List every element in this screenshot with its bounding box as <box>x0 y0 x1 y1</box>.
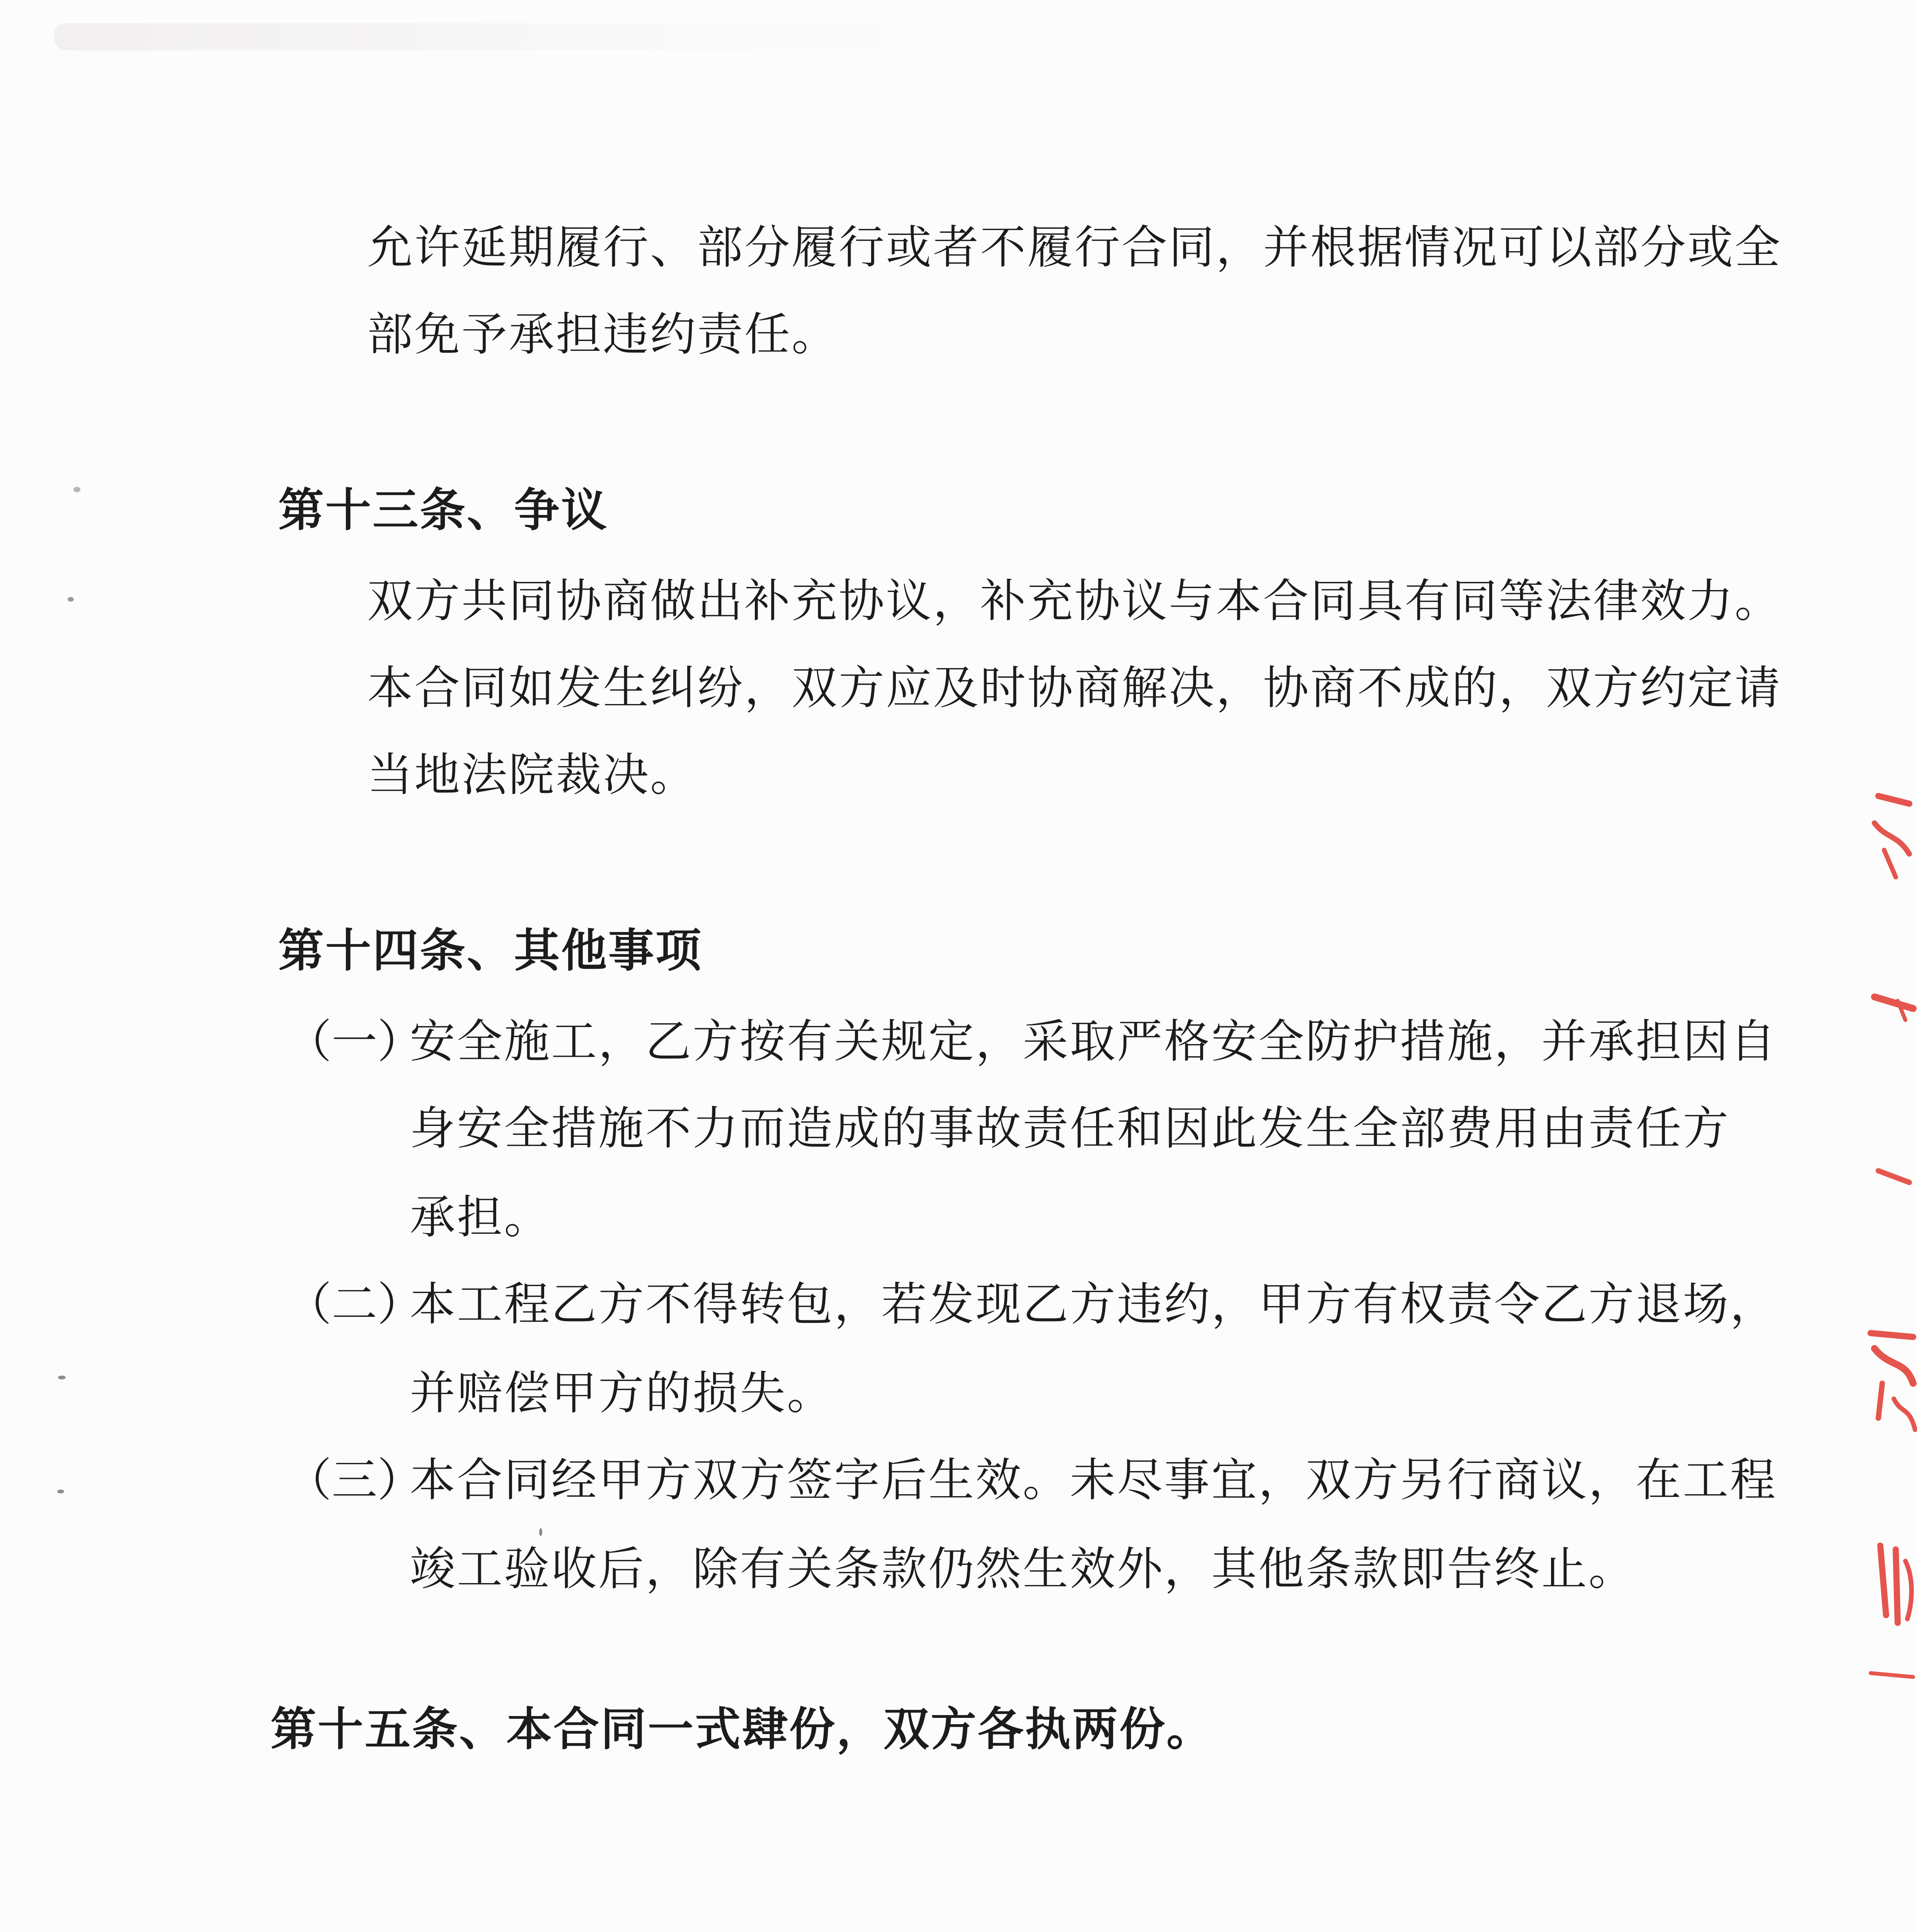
article-13-line-2: 本合同如发生纠纷，双方应及时协商解决，协商不成的，双方约定请 <box>367 661 1782 714</box>
article-13-line-3: 当地法院裁决。 <box>367 748 698 801</box>
item-2-line-1: 本工程乙方不得转包，若发现乙方违约，甲方有权责令乙方退场， <box>410 1277 1777 1331</box>
item-3-number: （三） <box>286 1453 423 1507</box>
scan-speck <box>73 487 80 492</box>
scan-speck <box>68 597 74 602</box>
item-2-line-2: 并赔偿甲方的损失。 <box>410 1366 834 1420</box>
item-1-line-1: 安全施工，乙方按有关规定，采取严格安全防护措施，并承担因自 <box>410 1015 1777 1068</box>
item-1-line-2: 身安全措施不力而造成的事故责任和因此发生全部费用由责任方 <box>410 1102 1730 1155</box>
article-13-heading: 第十三条、争议 <box>278 483 609 537</box>
article-13-line-1: 双方共同协商做出补充协议，补充协议与本合同具有同等法律效力。 <box>367 574 1782 628</box>
item-1-line-3: 承担。 <box>410 1190 552 1244</box>
scan-speck <box>57 1490 64 1493</box>
scan-smudge <box>54 23 1020 50</box>
item-1-number: （一） <box>286 1015 423 1068</box>
item-3-line-2: 竣工验收后，除有关条款仍然生效外，其他条款即告终止。 <box>410 1542 1636 1595</box>
continuation-line-2: 部免予承担违约责任。 <box>367 308 839 361</box>
item-2-number: （二） <box>286 1277 423 1331</box>
scan-speck <box>539 1528 542 1536</box>
article-15-heading: 第十五条、本合同一式肆份，双方各执两份。 <box>271 1702 1214 1756</box>
item-3-line-1: 本合同经甲方双方签字后生效。未尽事宜，双方另行商议，在工程 <box>410 1453 1777 1507</box>
continuation-line-1: 允许延期履行、部分履行或者不履行合同，并根据情况可以部分或全 <box>367 221 1782 274</box>
scan-speck <box>58 1376 66 1379</box>
article-14-heading: 第十四条、其他事项 <box>278 923 703 977</box>
seal-stamp-fragment <box>1863 781 1917 1739</box>
